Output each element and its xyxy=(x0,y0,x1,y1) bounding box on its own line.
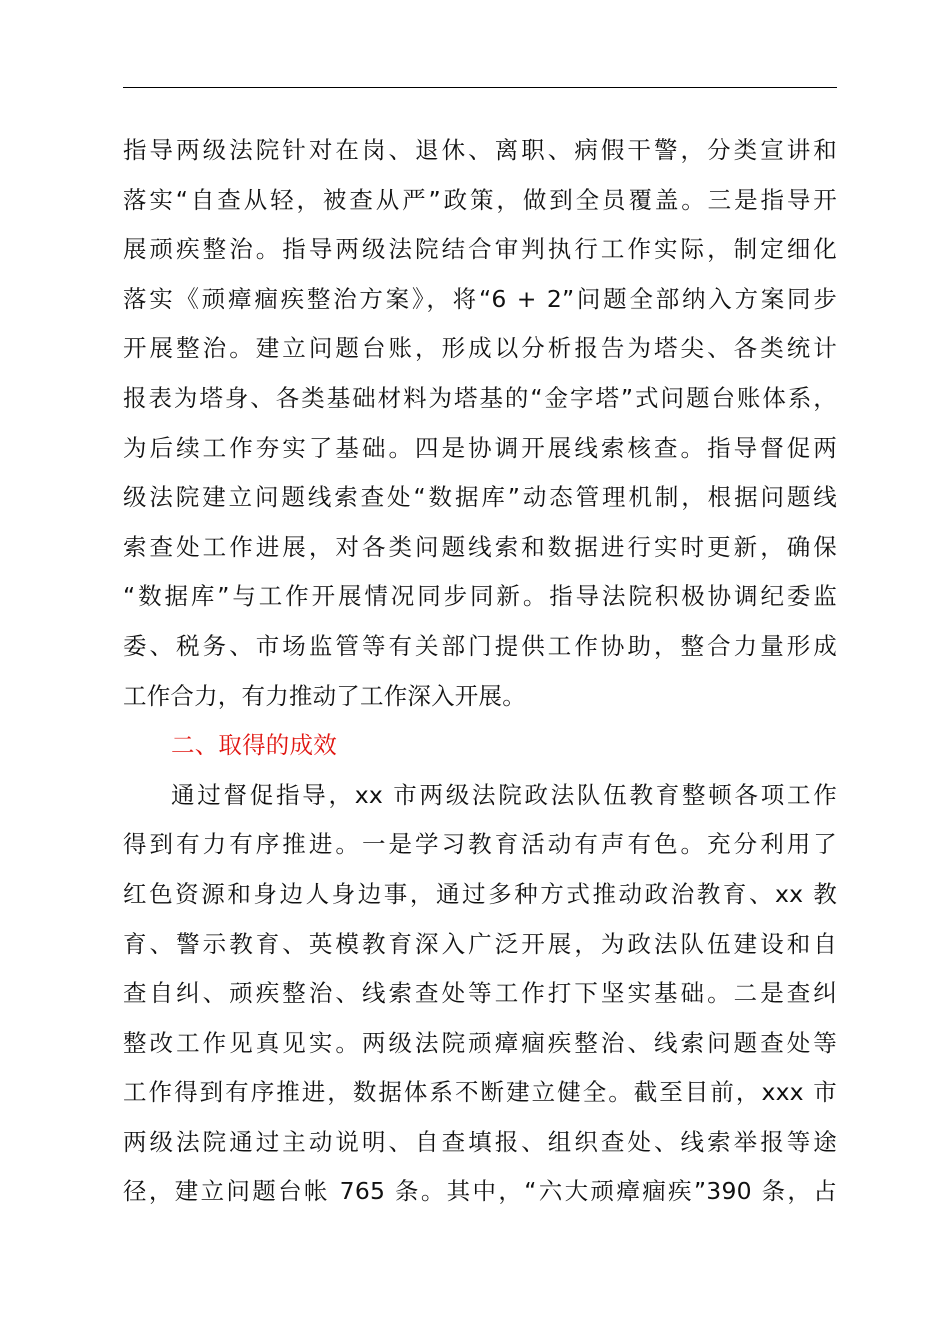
text-line: 指导两级法院针对在岗、退休、离职、病假干警，分类宣讲和 xyxy=(123,136,837,164)
header-rule xyxy=(123,87,837,88)
text-line: 红色资源和身边人身边事，通过多种方式推动政治教育、xx 教 xyxy=(123,879,837,908)
text-line: 索查处工作进展，对各类问题线索和数据进行实时更新，确保 xyxy=(123,532,837,561)
text-line: 两级法院通过主动说明、自查填报、组织查处、线索举报等途 xyxy=(123,1127,837,1156)
text-line: 工作得到有序推进，数据体系不断建立健全。截至目前，xxx 市 xyxy=(123,1078,837,1107)
text-line: 为后续工作夯实了基础。四是协调开展线索核查。指导督促两 xyxy=(123,433,837,462)
text-line: 查自纠、顽疾整治、线索查处等工作打下坚实基础。二是查纠 xyxy=(123,979,837,1008)
text-line: 得到有力有序推进。一是学习教育活动有声有色。充分利用了 xyxy=(123,830,837,859)
text-line: 委、税务、市场监管等有关部门提供工作协助，整合力量形成 xyxy=(123,631,837,660)
text-line: 整改工作见真见实。两级法院顽瘴痼疾整治、线索问题查处等 xyxy=(123,1028,837,1057)
body-text xyxy=(123,126,837,1217)
text-line: 通过督促指导，xx 市两级法院政法队伍教育整顿各项工作 xyxy=(171,780,837,809)
text-line: 级法院建立问题线索查处“数据库”动态管理机制，根据问题线 xyxy=(123,483,837,512)
text-line: 育、警示教育、英模教育深入广泛开展，为政法队伍建设和自 xyxy=(123,929,837,958)
text-line: 展顽疾整治。指导两级法院结合审判执行工作实际，制定细化 xyxy=(123,235,837,264)
text-line: 报表为塔身、各类基础材料为塔基的“金字塔”式问题台账体系， xyxy=(123,383,837,412)
text-line: 落实《顽瘴痼疾整治方案》，将“6 + 2”问题全部纳入方案同步 xyxy=(123,284,837,313)
text-line: 落实“自查从轻，被查从严”政策，做到全员覆盖。三是指导开 xyxy=(123,185,837,214)
text-line: 开展整治。建立问题台账，形成以分析报告为塔尖、各类统计 xyxy=(123,334,837,363)
text-line: 径，建立问题台帐 765 条。其中，“六大顽瘴痼疾”390 条，占 xyxy=(123,1177,837,1206)
text-line: “数据库”与工作开展情况同步同新。指导法院积极协调纪委监 xyxy=(123,582,837,611)
text-line: 工作合力，有力推动了工作深入开展。 xyxy=(123,681,526,710)
section-heading: 二、取得的成效 xyxy=(171,731,337,760)
